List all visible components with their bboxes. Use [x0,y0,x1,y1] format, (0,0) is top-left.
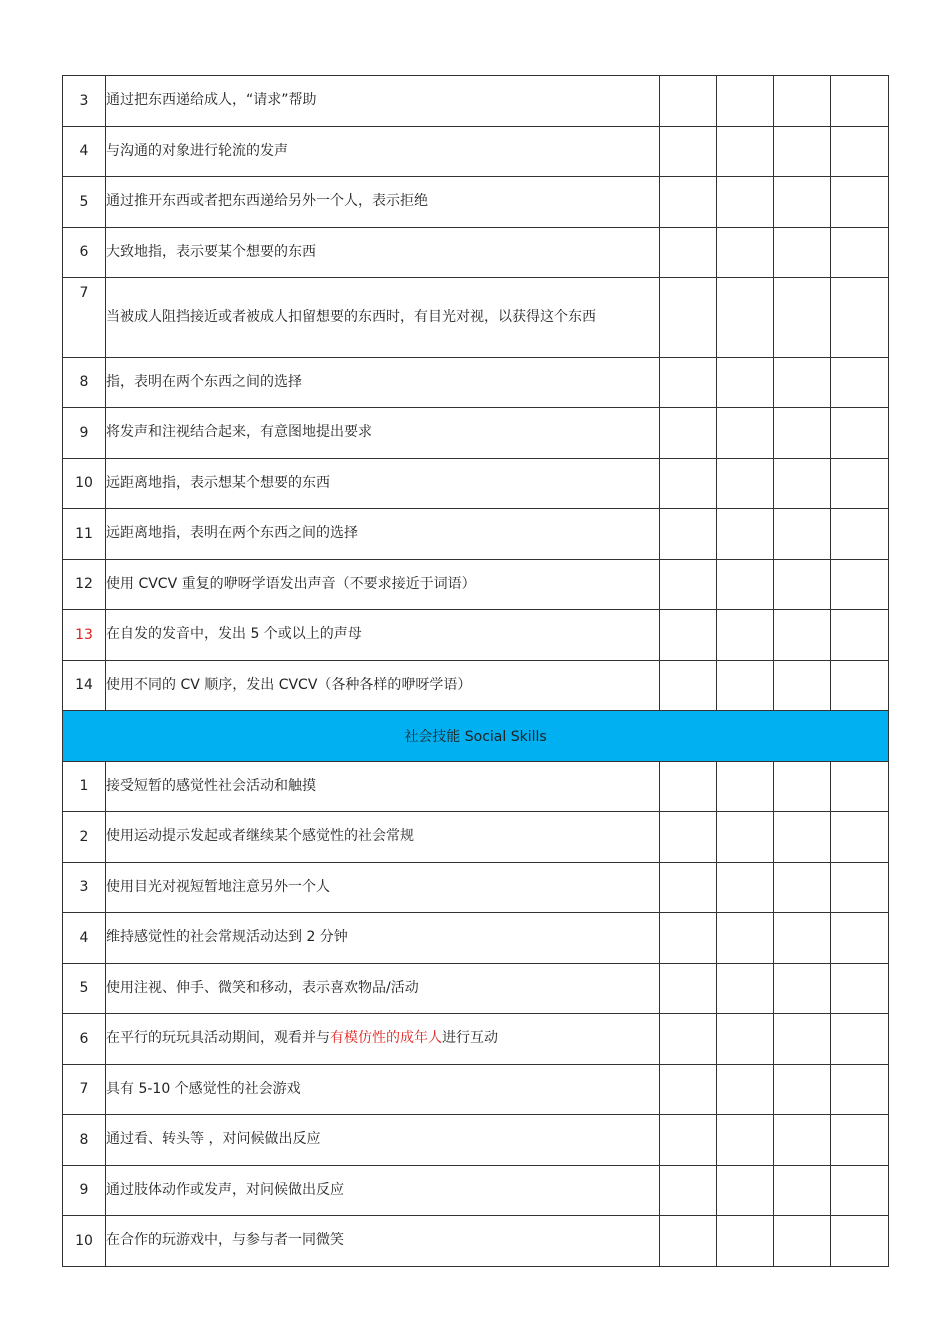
item-number: 4 [63,913,106,964]
score-cell[interactable] [717,1014,774,1065]
score-cell[interactable] [774,862,831,913]
item-number-highlighted: 13 [63,610,106,661]
score-cell[interactable] [831,761,889,812]
score-cell[interactable] [660,278,717,358]
score-cell[interactable] [774,1115,831,1166]
table-row [63,559,889,610]
item-description: 远距离地指，表明在两个东西之间的选择 [106,509,660,560]
item-description: 通过把东西递给成人，“请求”帮助 [106,76,660,127]
score-cell[interactable] [831,1014,889,1065]
item-description: 将发声和注视结合起来，有意图地提出要求 [106,408,660,459]
score-cell[interactable] [774,761,831,812]
item-number: 10 [63,458,106,509]
table-row [63,913,889,964]
score-cell[interactable] [717,761,774,812]
score-cell[interactable] [717,1165,774,1216]
table-row [63,963,889,1014]
item-description: 指，表明在两个东西之间的选择 [106,357,660,408]
score-cell[interactable] [717,126,774,177]
score-cell[interactable] [774,1014,831,1065]
item-description: 当被成人阻挡接近或者被成人扣留想要的东西时，有目光对视，以获得这个东西 [106,278,660,358]
section-header-row [63,711,889,762]
score-cell[interactable] [831,509,889,560]
table-row [63,1216,889,1267]
table-row [63,126,889,177]
score-cell[interactable] [660,610,717,661]
score-cell[interactable] [717,278,774,358]
section-title: 社会技能 Social Skills [63,711,889,762]
score-cell[interactable] [831,408,889,459]
item-description: 在合作的玩游戏中，与参与者一同微笑 [106,1216,660,1267]
score-cell[interactable] [831,357,889,408]
score-cell[interactable] [660,458,717,509]
table-row [63,1165,889,1216]
score-cell[interactable] [774,126,831,177]
table-row [63,1064,889,1115]
score-cell[interactable] [774,812,831,863]
score-cell[interactable] [660,227,717,278]
score-cell[interactable] [660,559,717,610]
score-cell[interactable] [831,278,889,358]
table-row [63,761,889,812]
item-description: 通过肢体动作或发声，对问候做出反应 [106,1165,660,1216]
item-description: 使用运动提示发起或者继续某个感觉性的社会常规 [106,812,660,863]
score-cell[interactable] [660,357,717,408]
score-cell[interactable] [660,76,717,127]
score-cell[interactable] [660,963,717,1014]
score-cell[interactable] [831,862,889,913]
score-cell[interactable] [831,913,889,964]
item-description: 使用目光对视短暂地注意另外一个人 [106,862,660,913]
item-description: 与沟通的对象进行轮流的发声 [106,126,660,177]
score-cell[interactable] [717,408,774,459]
item-number: 3 [63,862,106,913]
score-cell[interactable] [717,1115,774,1166]
table-row [63,408,889,459]
score-cell[interactable] [774,177,831,228]
score-cell[interactable] [660,1064,717,1115]
item-description: 使用注视、伸手、微笑和移动，表示喜欢物品/活动 [106,963,660,1014]
item-number: 9 [63,408,106,459]
score-cell[interactable] [660,1014,717,1065]
score-cell[interactable] [831,963,889,1014]
score-cell[interactable] [831,559,889,610]
item-description: 使用不同的 CV 顺序，发出 CVCV（各种各样的咿呀学语） [106,660,660,711]
score-cell[interactable] [774,610,831,661]
score-cell[interactable] [831,660,889,711]
score-cell[interactable] [831,812,889,863]
item-number: 1 [63,761,106,812]
table-row [63,76,889,127]
item-description: 大致地指，表示要某个想要的东西 [106,227,660,278]
score-cell[interactable] [717,76,774,127]
score-cell[interactable] [831,1216,889,1267]
score-cell[interactable] [717,509,774,560]
score-cell[interactable] [717,913,774,964]
score-cell[interactable] [660,812,717,863]
item-number: 4 [63,126,106,177]
item-description [106,1014,660,1065]
item-number: 10 [63,1216,106,1267]
score-cell[interactable] [660,862,717,913]
table-row [63,862,889,913]
score-cell[interactable] [774,278,831,358]
score-cell[interactable] [774,227,831,278]
score-cell[interactable] [717,610,774,661]
item-number: 9 [63,1165,106,1216]
score-cell[interactable] [831,227,889,278]
score-cell[interactable] [660,408,717,459]
score-cell[interactable] [660,509,717,560]
score-cell[interactable] [774,408,831,459]
score-cell[interactable] [717,1064,774,1115]
item-number: 12 [63,559,106,610]
table-row [63,509,889,560]
item-description: 接受短暂的感觉性社会活动和触摸 [106,761,660,812]
item-number: 7 [63,278,106,358]
table-row [63,227,889,278]
score-cell[interactable] [717,660,774,711]
score-cell[interactable] [774,509,831,560]
score-cell[interactable] [774,458,831,509]
score-cell[interactable] [660,1216,717,1267]
item-number: 14 [63,660,106,711]
table-row [63,458,889,509]
table-row [63,177,889,228]
score-cell[interactable] [831,458,889,509]
table-row [63,610,889,661]
score-cell[interactable] [774,1064,831,1115]
item-description: 具有 5-10 个感觉性的社会游戏 [106,1064,660,1115]
score-cell[interactable] [717,559,774,610]
item-description: 维持感觉性的社会常规活动达到 2 分钟 [106,913,660,964]
score-cell[interactable] [717,1216,774,1267]
score-cell[interactable] [717,227,774,278]
score-cell[interactable] [717,862,774,913]
table-row [63,812,889,863]
score-cell[interactable] [717,177,774,228]
item-number: 6 [63,227,106,278]
item-number: 11 [63,509,106,560]
table-row [63,660,889,711]
score-cell[interactable] [831,1115,889,1166]
table-row [63,1014,889,1065]
score-cell[interactable] [831,610,889,661]
score-cell[interactable] [774,963,831,1014]
item-number: 3 [63,76,106,127]
score-cell[interactable] [660,1115,717,1166]
table-row [63,357,889,408]
score-cell[interactable] [774,559,831,610]
item-text: 在平行的玩玩具活动期间，观看并与 [106,1030,330,1047]
item-description: 远距离地指，表示想某个想要的东西 [106,458,660,509]
item-number: 2 [63,812,106,863]
score-cell[interactable] [660,126,717,177]
assessment-table [62,75,889,1267]
item-number: 5 [63,963,106,1014]
score-cell[interactable] [660,1165,717,1216]
score-cell[interactable] [831,1064,889,1115]
item-number: 8 [63,357,106,408]
score-cell[interactable] [831,1165,889,1216]
score-cell[interactable] [774,913,831,964]
score-cell[interactable] [660,177,717,228]
table-row [63,278,889,358]
score-cell[interactable] [774,76,831,127]
highlighted-text: 有模仿性的成年人 [330,1030,442,1047]
item-number: 6 [63,1014,106,1065]
score-cell[interactable] [717,357,774,408]
item-description: 在自发的发音中，发出 5 个或以上的声母 [106,610,660,661]
score-cell[interactable] [717,812,774,863]
score-cell[interactable] [774,1165,831,1216]
score-cell[interactable] [717,963,774,1014]
item-number: 8 [63,1115,106,1166]
score-cell[interactable] [774,1216,831,1267]
score-cell[interactable] [831,76,889,127]
score-cell[interactable] [717,458,774,509]
score-cell[interactable] [831,126,889,177]
score-cell[interactable] [774,660,831,711]
score-cell[interactable] [660,761,717,812]
item-description: 通过看、转头等 ，对问候做出反应 [106,1115,660,1166]
table-row [63,1115,889,1166]
item-number: 5 [63,177,106,228]
item-number: 7 [63,1064,106,1115]
item-description: 使用 CVCV 重复的咿呀学语发出声音（不要求接近于词语） [106,559,660,610]
item-description: 通过推开东西或者把东西递给另外一个人，表示拒绝 [106,177,660,228]
item-text: 进行互动 [442,1030,498,1047]
score-cell[interactable] [831,177,889,228]
score-cell[interactable] [660,913,717,964]
score-cell[interactable] [660,660,717,711]
score-cell[interactable] [774,357,831,408]
